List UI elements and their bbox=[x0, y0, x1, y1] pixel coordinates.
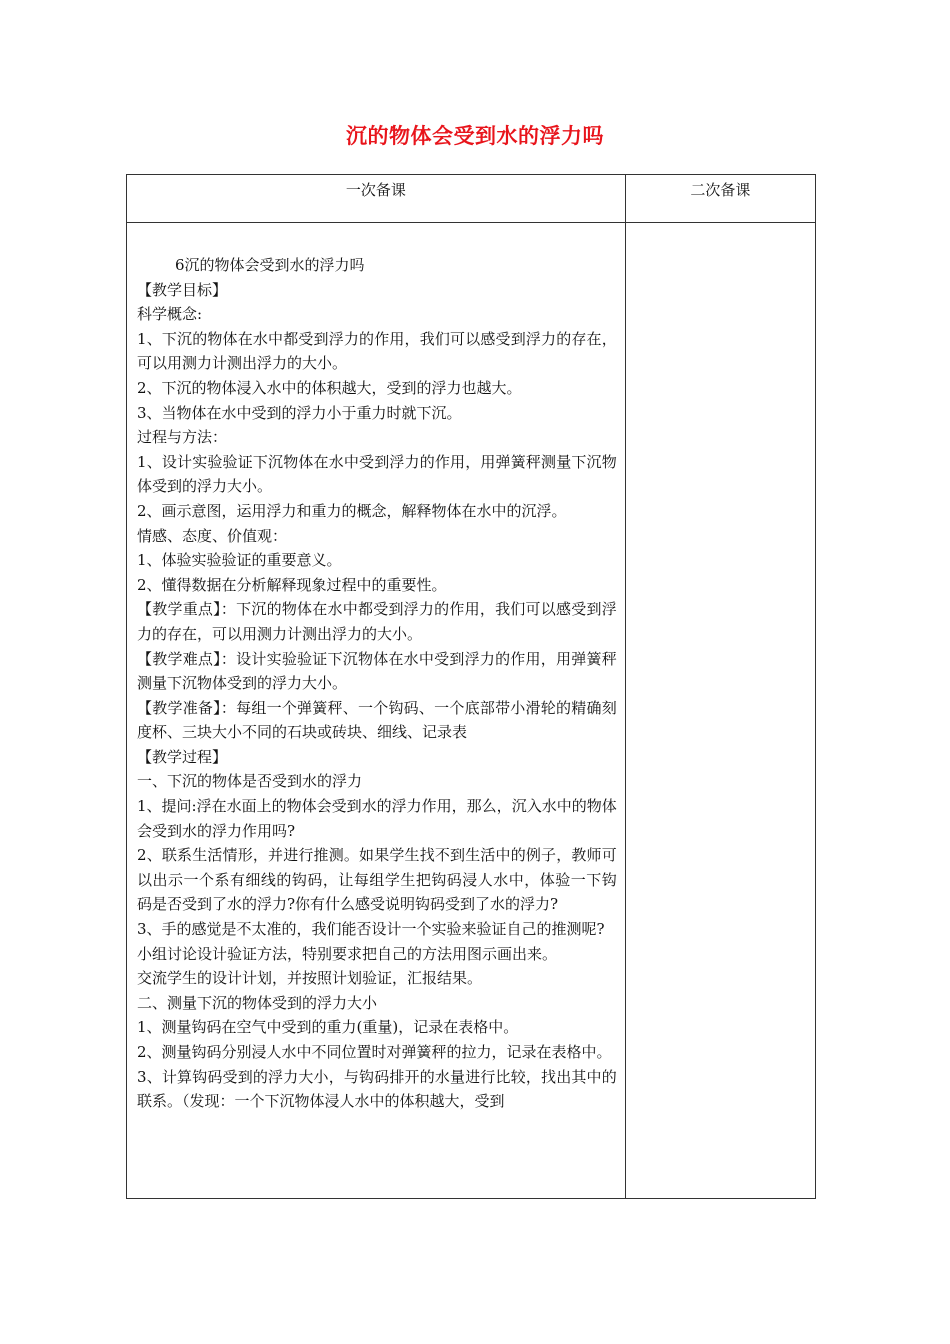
lesson-plan-table bbox=[126, 174, 816, 1199]
content-paragraph: 2、联系生活情形，并进行推测。如果学生找不到生活中的例子，教师可以出示一个系有细线的钩码，让每组学生把钩码浸人水中，体验一下钩码是否受到了水的浮力?你有什么感受说明钩码受到了水的浮力? bbox=[137, 846, 617, 914]
preparation-paragraph: 【教学准备】：每组一个弹簧秤、一个钩码、一个底部带小滑轮的精确刻度杯、三块大小不同的石块或砖块、细线、记录表 bbox=[137, 698, 617, 742]
lesson-content bbox=[127, 223, 625, 1198]
content-paragraph: 小组讨论设计验证方法，特别要求把自己的方法用图示画出来。 bbox=[137, 944, 558, 963]
first-preparation-cell bbox=[127, 223, 626, 1199]
content-paragraph: 2、下沉的物体浸入水中的体积越大，受到的浮力也越大。 bbox=[137, 378, 522, 397]
subsection-heading: 科学概念: bbox=[137, 305, 203, 324]
content-paragraph: 1、提问:浮在水面上的物体会受到水的浮力作用，那么，沉入水中的物体会受到水的浮力作用吗? bbox=[137, 797, 617, 840]
content-paragraph: 3、当物体在水中受到的浮力小于重力时就下沉。 bbox=[137, 403, 462, 422]
content-paragraph: 交流学生的设计计划，并按照计划验证，汇报结果。 bbox=[137, 969, 483, 988]
second-preparation-cell bbox=[625, 223, 815, 1199]
subsection-heading: 情感、态度、价值观： bbox=[137, 526, 288, 545]
content-paragraph: 2、懂得数据在分析解释现象过程中的重要性。 bbox=[137, 575, 447, 594]
content-paragraph: 3、手的感觉是不太准的，我们能否设计一个实验来验证自己的推测呢? bbox=[137, 920, 605, 939]
content-paragraph: 3、计算钩码受到的浮力大小，与钩码排开的水量进行比较，找出其中的联系。（发现：一个下沉物体浸人水中的体积越大，受到 bbox=[137, 1067, 617, 1111]
header-second-preparation: 二次备课 bbox=[625, 175, 815, 223]
process-part-heading: 一、下沉的物体是否受到水的浮力 bbox=[137, 772, 363, 791]
section-heading-process: 【教学过程】 bbox=[137, 747, 228, 766]
content-paragraph: 1、体验实验验证的重要意义。 bbox=[137, 551, 342, 570]
content-paragraph: 1、下沉的物体在水中都受到浮力的作用，我们可以感受到浮力的存在，可以用测力计测出浮力的大小。 bbox=[137, 329, 617, 373]
content-paragraph: 2、画示意图，运用浮力和重力的概念，解释物体在水中的沉浮。 bbox=[137, 501, 567, 520]
content-paragraph: 2、测量钩码分别浸人水中不同位置时对弹簧秤的拉力，记录在表格中。 bbox=[137, 1043, 612, 1061]
process-part-heading: 二、测量下沉的物体受到的浮力大小 bbox=[137, 993, 378, 1012]
content-paragraph: 1、测量钩码在空气中受到的重力(重量)，记录在表格中。 bbox=[137, 1018, 519, 1037]
key-points-paragraph: 【教学重点】：下沉的物体在水中都受到浮力的作用，我们可以感受到浮力的存在，可以用测力计测出浮力的大小。 bbox=[137, 600, 617, 643]
table-body-row bbox=[127, 223, 816, 1199]
header-first-preparation: 一次备课 bbox=[127, 175, 626, 223]
table-header-row bbox=[127, 175, 816, 223]
subsection-heading: 过程与方法： bbox=[137, 428, 228, 447]
difficulties-paragraph: 【教学难点】：设计实验验证下沉物体在水中受到浮力的作用，用弹簧秤测量下沉物体受到的浮力大小。 bbox=[137, 649, 617, 693]
document-title: 沉的物体会受到水的浮力吗 bbox=[346, 124, 604, 148]
content-paragraph: 1、设计实验验证下沉物体在水中受到浮力的作用，用弹簧秤测量下沉物体受到的浮力大小。 bbox=[137, 452, 617, 496]
section-heading-objectives: 【教学目标】 bbox=[137, 280, 228, 299]
lesson-subtitle: 6沉的物体会受到水的浮力吗 bbox=[175, 256, 365, 274]
